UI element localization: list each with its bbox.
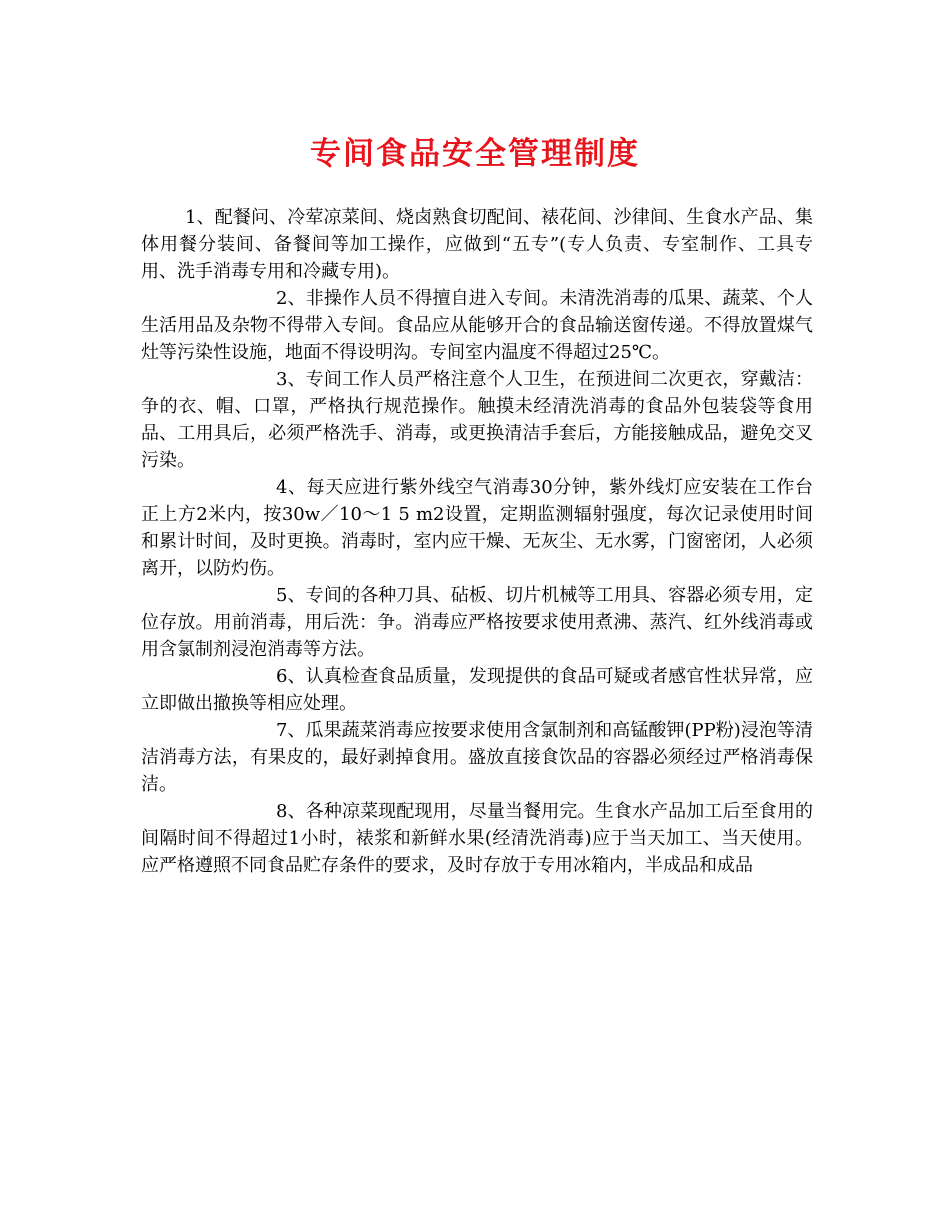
document-title: 专间食品安全管理制度 [310,136,640,172]
paragraph-4: 4、每天应进行紫外线空气消毒30分钟，紫外线灯应安装在工作台正上方2米内，按30w／10～1 5 m2设置，定期监测辐射强度，每次记录使用时间和累计时间，及时更换。消毒时，室内应干燥、无灰尘、无水雾，门窗密闭，人必须离开，以防灼伤。 [141,477,813,579]
paragraph-6: 6、认真检查食品质量，发现提供的食品可疑或者感官性状异常，应立即做出撤换等相应处理。 [141,666,813,714]
paragraph-7: 7、瓜果蔬菜消毒应按要求使用含氯制剂和高锰酸钾(PP粉)浸泡等清洁消毒方法，有果皮的，最好剥掉食用。盛放直接食饮品的容器必须经过严格消毒保洁。 [141,720,813,795]
paragraph-3: 3、专间工作人员严格注意个人卫生，在预进间二次更衣，穿戴洁：争的衣、帽、口罩，严格执行规范操作。触摸未经清洗消毒的食品外包装袋等食用品、工用具后，必须严格洗手、消毒，或更换清洁手套后，方能接触成品，避免交叉污染。 [141,369,813,471]
paragraph-1: 1、配餐问、冷荤凉菜间、烧卤熟食切配间、裱花间、沙律间、生食水产品、集体用餐分装间、备餐间等加工操作，应做到“五专”(专人负责、专室制作、工具专用、洗手消毒专用和冷藏专用)。 [141,207,813,282]
document-body [141,204,813,879]
paragraph-8: 8、各种凉菜现配现用，尽量当餐用完。生食水产品加工后至食用的间隔时间不得超过1小时，裱浆和新鲜水果(经清洗消毒)应于当天加工、当天使用。应严格遵照不同食品贮存条件的要求，及时存放于专用冰箱内，半成品和成品 [141,801,813,876]
paragraph-2: 2、非操作人员不得擅自进入专间。未清洗消毒的瓜果、蔬菜、个人生活用品及杂物不得带入专间。食品应从能够开合的食品输送窗传递。不得放置煤气灶等污染性设施，地面不得设明沟。专间室内温度不得超过25℃。 [141,288,813,363]
paragraph-5: 5、专间的各种刀具、砧板、切片机械等工用具、容器必须专用，定位存放。用前消毒，用后洗：争。消毒应严格按要求使用煮沸、蒸汽、红外线消毒或用含氯制剂浸泡消毒等方法。 [141,585,813,660]
